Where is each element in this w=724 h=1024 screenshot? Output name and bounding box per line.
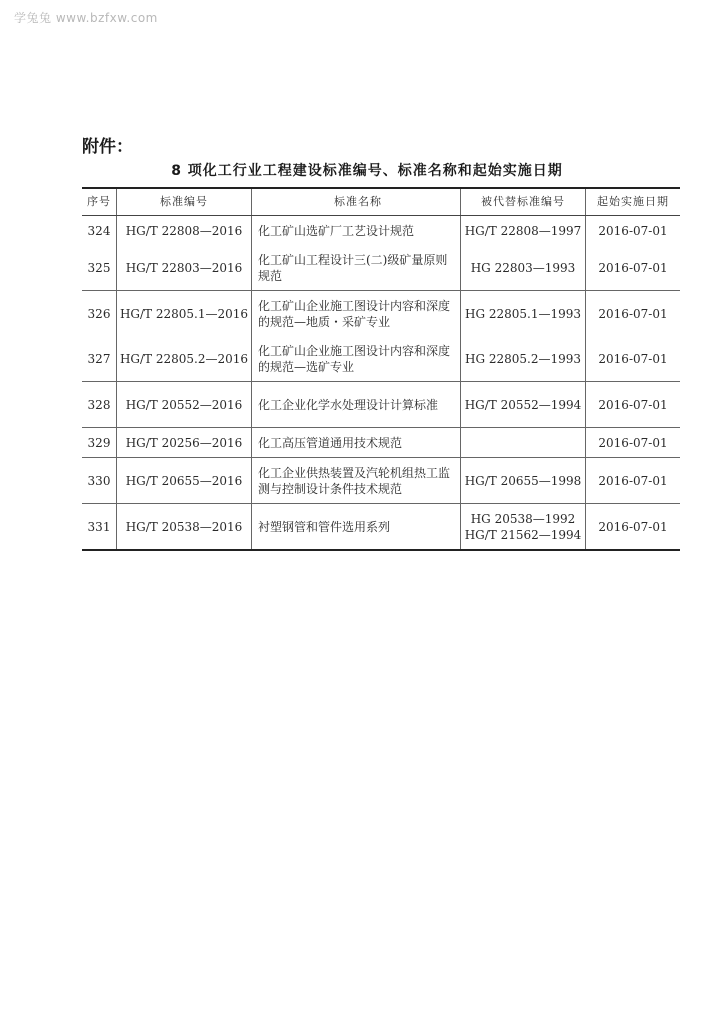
- cell-seq: 327: [82, 336, 117, 382]
- cell-name: 化工矿山选矿厂工艺设计规范: [252, 216, 461, 246]
- cell-code: HG/T 20538—2016: [117, 504, 252, 551]
- cell-name: 化工高压管道通用技术规范: [252, 428, 461, 458]
- cell-date: 2016-07-01: [586, 458, 681, 504]
- cell-replaced: [461, 428, 586, 458]
- header-date: 起始实施日期: [586, 188, 681, 216]
- table-row: [82, 382, 680, 428]
- cell-seq: 325: [82, 245, 117, 291]
- table-row: [82, 504, 680, 551]
- replaced-code: HG/T 20655—1998: [464, 473, 582, 488]
- table-row: [82, 245, 680, 291]
- page-title: 8 项化工行业工程建设标准编号、标准名称和起始实施日期: [171, 163, 563, 179]
- replaced-code: HG 22805.2—1993: [464, 351, 582, 366]
- watermark: 学兔兔 www.bzfxw.com: [14, 11, 158, 25]
- cell-date: 2016-07-01: [586, 504, 681, 551]
- cell-date: 2016-07-01: [598, 260, 668, 275]
- cell-date: 2016-07-01: [598, 351, 668, 366]
- cell-replaced: [461, 291, 586, 337]
- cell-code: HG/T 20655—2016: [117, 458, 252, 504]
- cell-code: HG/T 22803—2016: [117, 245, 252, 291]
- header-code: 标准编号: [117, 188, 252, 216]
- cell-replaced: [461, 382, 586, 428]
- cell-name: 化工企业化学水处理设计计算标准: [252, 382, 461, 428]
- cell-replaced: [461, 458, 586, 504]
- cell-code: HG/T 20256—2016: [117, 428, 252, 458]
- cell-date: 2016-07-01: [586, 382, 681, 428]
- attachment-label: 附件：: [82, 137, 133, 157]
- cell-date: 2016-07-01: [586, 428, 681, 458]
- table-row: [82, 336, 680, 382]
- header-seq: 序号: [82, 188, 117, 216]
- table-row: [82, 216, 680, 246]
- cell-seq: 331: [82, 504, 117, 551]
- cell-code: HG/T 20552—2016: [117, 382, 252, 428]
- cell-name: 化工矿山企业施工图设计内容和深度的规范—地质・采矿专业: [252, 291, 461, 337]
- cell-name: 化工企业供热装置及汽轮机组热工监测与控制设计条件技术规范: [252, 458, 461, 504]
- replaced-code: HG/T 20552—1994: [464, 397, 582, 412]
- cell-replaced: [461, 245, 586, 291]
- cell-replaced: [461, 504, 586, 551]
- table-row: [82, 291, 680, 337]
- cell-replaced: [461, 216, 586, 246]
- replaced-code: HG/T 21562—1994: [464, 527, 582, 542]
- cell-date: 2016-07-01: [586, 291, 681, 337]
- replaced-code: HG 20538—1992: [470, 511, 576, 526]
- replaced-code: HG 22803—1993: [470, 260, 576, 275]
- table-row: [82, 458, 680, 504]
- replaced-code: HG 22805.1—1993: [464, 306, 582, 321]
- cell-seq: 324: [82, 216, 117, 246]
- cell-seq: 330: [82, 458, 117, 504]
- cell-seq: 329: [82, 428, 117, 458]
- standards-table: [82, 187, 680, 551]
- cell-seq: 328: [82, 382, 117, 428]
- replaced-code: HG/T 22808—1997: [464, 223, 582, 238]
- header-replaced: 被代替标准编号: [461, 188, 586, 216]
- cell-replaced: [461, 336, 586, 382]
- cell-name: 衬塑钢管和管件选用系列: [252, 504, 461, 551]
- cell-seq: 326: [82, 291, 117, 337]
- header-name: 标准名称: [252, 188, 461, 216]
- cell-code: HG/T 22805.2—2016: [117, 336, 252, 382]
- cell-name: 化工矿山工程设计三(二)级矿量原则规范: [252, 245, 461, 291]
- cell-code: HG/T 22808—2016: [117, 216, 252, 246]
- table-row: [82, 428, 680, 458]
- cell-date: 2016-07-01: [586, 216, 681, 246]
- table-header-row: [82, 188, 680, 216]
- cell-name: 化工矿山企业施工图设计内容和深度的规范—选矿专业: [252, 336, 461, 382]
- cell-code: HG/T 22805.1—2016: [117, 291, 252, 337]
